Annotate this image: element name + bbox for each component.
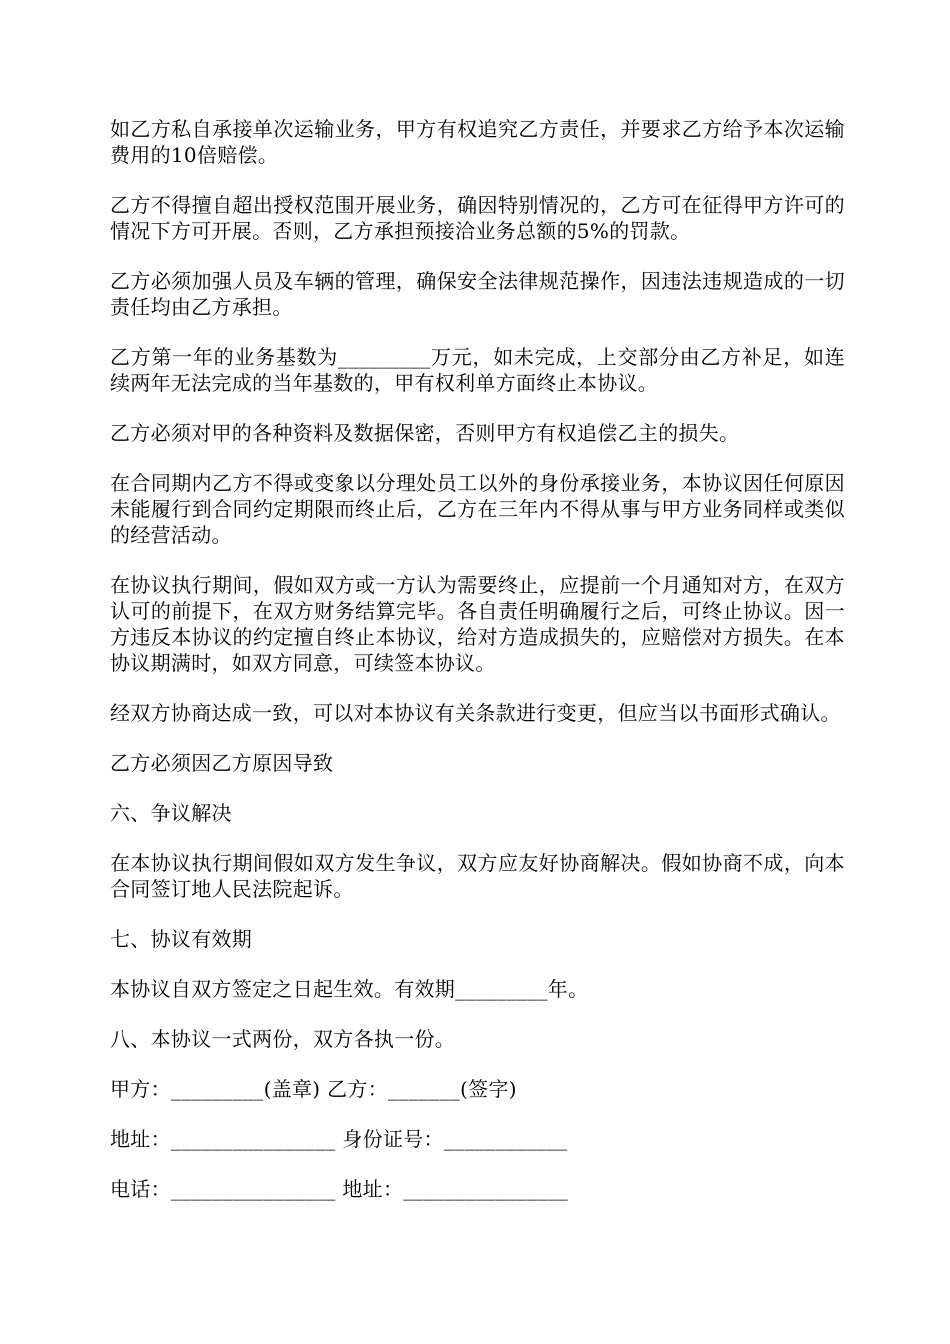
signature-line-address-id: 地址：________________ 身份证号：____________: [110, 1127, 568, 1151]
clause-confidentiality: 乙方必须对甲的各种资料及数据保密，否则甲方有权追偿乙主的损失。: [110, 421, 740, 445]
clause-business-base: 乙方第一年的业务基数为_________万元，如未完成，上交部分由乙方补足，如连续两年无法完成的当年基数的，甲有权利单方面终止本协议。: [110, 345, 845, 395]
clause-termination: 在协议执行期间，假如双方或一方认为需要终止，应提前一个月通知对方，在双方认可的前提下，在双方财务结算完毕。各自责任明确履行之后，可终止协议。因一方违反本协议的约定擅自终止本协议，给对方造成损失的，应赔偿对方损失。在本协议期满时，如双方同意，可续签本协议。: [110, 573, 845, 675]
clause-dispute-resolution: 在本协议执行期间假如双方发生争议，双方应友好协商解决。假如协商不成，向本合同签订地人民法院起诉。: [110, 851, 845, 901]
clause-validity-period: 本协议自双方签定之日起生效。有效期_________年。: [110, 977, 589, 1001]
clause-personnel-vehicle-management: 乙方必须加强人员及车辆的管理，确保安全法律规范操作，因违法违规造成的一切责任均由乙方承担。: [110, 269, 845, 319]
signature-line-parties: 甲方：_________(盖章) 乙方：_______(签字): [110, 1077, 517, 1101]
clause-authorization-scope: 乙方不得擅自超出授权范围开展业务，确因特别情况的，乙方可在征得甲方许可的情况下方可开展。否则，乙方承担预接洽业务总额的5%的罚款。: [110, 193, 845, 243]
section-heading-dispute: 六、争议解决: [110, 801, 232, 825]
clause-non-compete: 在合同期内乙方不得或变象以分理处员工以外的身份承接业务，本协议因任何原因未能履行到合同约定期限而终止后，乙方在三年内不得从事与甲方业务同样或类似的经营活动。: [110, 471, 845, 547]
signature-line-phone-address: 电话：________________ 地址：________________: [110, 1177, 569, 1201]
clause-liability-fragment: 乙方必须因乙方原因导致: [110, 751, 334, 775]
document-body: [110, 116, 845, 1226]
clause-private-transport: 如乙方私自承接单次运输业务，甲方有权追究乙方责任，并要求乙方给予本次运输费用的10倍赔偿。: [110, 117, 845, 167]
section-heading-copies: 八、本协议一式两份，双方各执一份。: [110, 1027, 456, 1051]
section-heading-validity: 七、协议有效期: [110, 927, 253, 951]
clause-amendment: 经双方协商达成一致，可以对本协议有关条款进行变更，但应当以书面形式确认。: [110, 701, 841, 725]
